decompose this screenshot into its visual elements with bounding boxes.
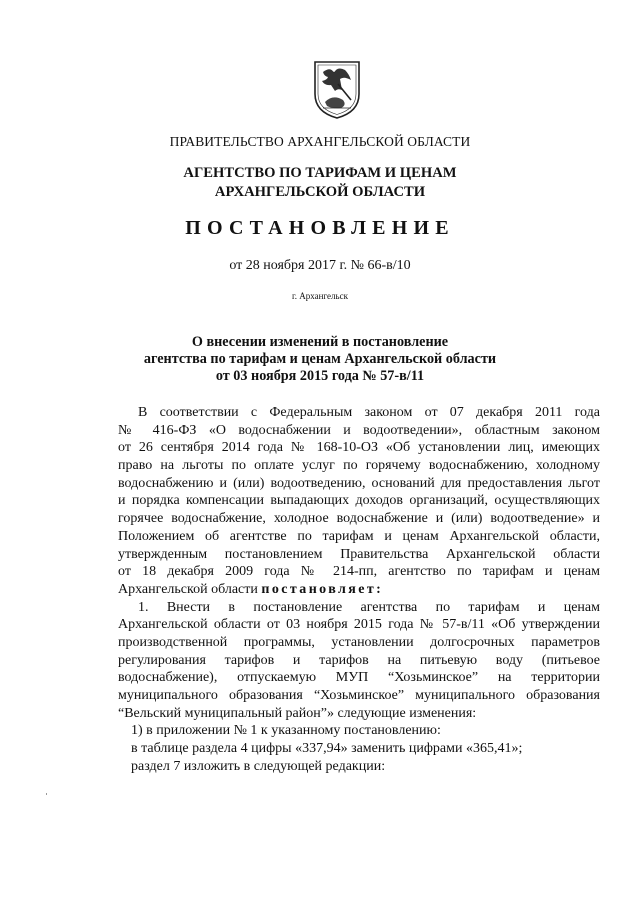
body-line: раздел 7 изложить в следующей редакции:: [131, 758, 386, 774]
scan-speck: [46, 793, 47, 795]
body-line: в таблице раздела 4 цифры «337,94» заменить цифрами «365,41»;: [131, 741, 523, 757]
body-line-text: Архангельской области: [118, 581, 258, 597]
body-line: водоснабжение), отпускаемую МУП “Хозьминское” на территории: [118, 670, 600, 686]
body-line: утвержденным постановлением Правительства Архангельской области: [118, 546, 600, 562]
agency-name-line-2: АРХАНГЕЛЬСКОЙ ОБЛАСТИ: [214, 184, 426, 200]
subject-line-2: агентства по тарифам и ценам Архангельской области: [143, 351, 497, 367]
body-line: В соответствии с Федеральным законом от 07 декабря 2011 года: [138, 405, 600, 420]
body-line: “Вельский муниципальный район”» следующие изменения:: [118, 705, 477, 721]
body-line: производственной программы, установлении долгосрочных параметров: [118, 634, 600, 650]
resolution-word: постановляет:: [261, 581, 384, 597]
document-date-number: от 28 ноября 2017 г. № 66-в/10: [229, 258, 411, 273]
body-line: право на льготы по оплате услуг по горячему водоснабжению, холодному: [118, 458, 600, 474]
body-line: 1) в приложении № 1 к указанному постановлению:: [131, 723, 441, 739]
body-line: Положением об агентстве по тарифам и ценам Архангельской области,: [118, 528, 600, 544]
body-line: регулирования тарифов и тарифов на питьевую воду (питьевое: [118, 652, 600, 668]
document-city: г. Архангельск: [292, 291, 348, 301]
body-line: Архангельской области от 03 ноября 2015 года № 57-в/11 «Об утверждении: [118, 617, 600, 633]
body-line: от 26 сентября 2014 года № 168-10-ОЗ «Об установлении лиц, имеющих: [118, 440, 600, 456]
body-line: муниципального образования “Хозьминское” муниципального образования: [118, 688, 600, 703]
document-type-title: ПОСТАНОВЛЕНИЕ: [185, 217, 455, 239]
subject-line-1: О внесении изменений в постановление: [191, 334, 449, 350]
body-line: 1. Внести в постановление агентства по тарифам и ценам: [138, 599, 600, 615]
subject-line-3: от 03 ноября 2015 года № 57-в/11: [215, 368, 425, 384]
coat-of-arms-icon: [311, 58, 363, 120]
body-line: водоснабжению и (или) водоотведению, оснований для предоставления льгот: [118, 475, 600, 491]
body-line: горячее водоснабжение, холодное водоснабжение и (или) водоотведение» и: [118, 511, 600, 527]
agency-name: [0, 164, 640, 202]
body-line: от 18 декабря 2009 года № 214-пп, агентство по тарифам и ценам: [118, 564, 600, 580]
body-line-with-resolution: [118, 581, 600, 599]
document-subject: [0, 334, 640, 385]
government-name: ПРАВИТЕЛЬСТВО АРХАНГЕЛЬСКОЙ ОБЛАСТИ: [169, 134, 471, 149]
body-line: и порядка компенсации выпадающих доходов организаций, осуществляющих: [118, 493, 600, 509]
document-body: [118, 404, 600, 775]
body-line: № 416-ФЗ «О водоснабжении и водоотведении», областным законом: [118, 422, 600, 438]
agency-name-line-1: АГЕНТСТВО ПО ТАРИФАМ И ЦЕНАМ: [183, 165, 457, 181]
